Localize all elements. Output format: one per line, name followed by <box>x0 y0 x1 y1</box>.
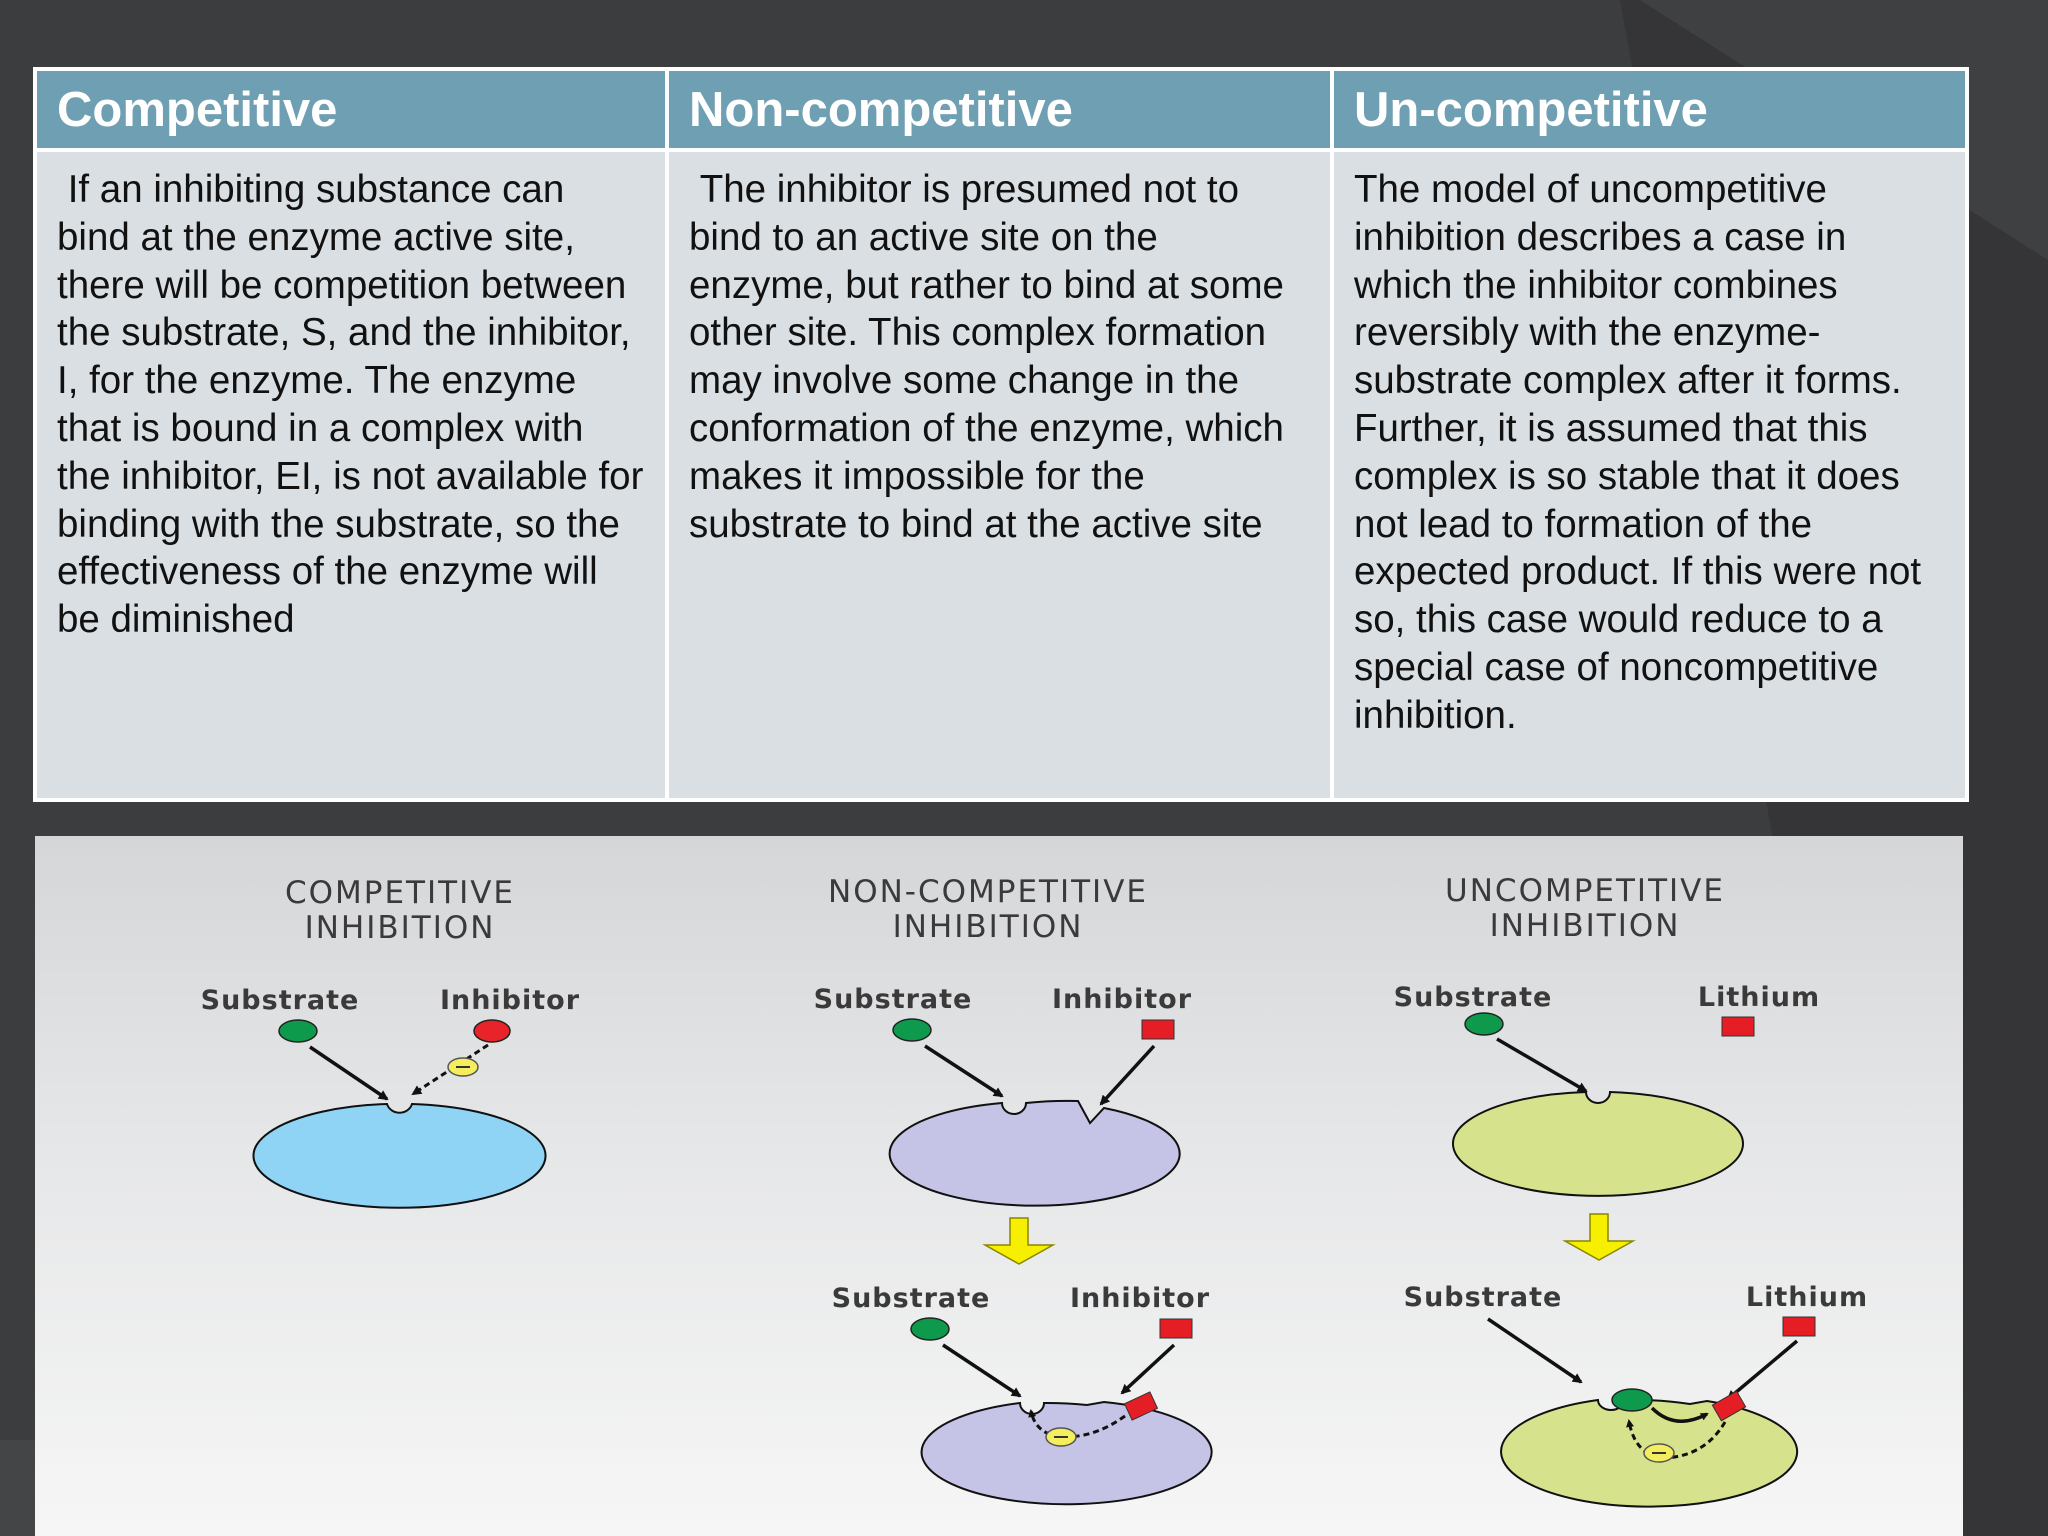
inhibition-comparison-table <box>33 67 1969 802</box>
uncompetitive-title-line1: UNCOMPETITIVE <box>1445 873 1725 909</box>
uncompetitive-inhibition-panel <box>1394 873 1868 1507</box>
noncompetitive-inhibitor-arrow-top <box>1101 1046 1154 1104</box>
competitive-substrate-label: Substrate <box>200 985 360 1016</box>
noncompetitive-inhibitor-molecule-bottom <box>1160 1319 1192 1338</box>
noncompetitive-inhibitor-molecule-top <box>1142 1020 1174 1039</box>
noncompetitive-enzyme-top <box>890 1101 1180 1206</box>
noncompetitive-enzyme-bottom <box>922 1402 1212 1504</box>
noncompetitive-substrate-label-bottom: Substrate <box>831 1283 991 1314</box>
competitive-inhibitor-molecule <box>474 1020 510 1042</box>
noncompetitive-substrate-molecule-bottom <box>911 1318 949 1340</box>
uncompetitive-bound-substrate <box>1612 1389 1652 1411</box>
uncompetitive-lithium-label-top: Lithium <box>1697 982 1821 1013</box>
table-row <box>35 150 1967 800</box>
uncompetitive-title-line2: INHIBITION <box>1489 908 1681 944</box>
competitive-substrate-molecule <box>279 1020 317 1042</box>
uncompetitive-substrate-arrow-bottom <box>1488 1319 1581 1382</box>
noncompetitive-title-line2: INHIBITION <box>892 909 1084 945</box>
inhibition-diagram-svg <box>35 836 1963 1536</box>
uncompetitive-substrate-arrow-top <box>1497 1039 1586 1091</box>
noncompetitive-inhibitor-label-top: Inhibitor <box>1051 984 1193 1015</box>
inhibition-diagram <box>35 836 1963 1536</box>
noncompetitive-substrate-arrow-bottom <box>943 1345 1020 1396</box>
uncompetitive-lithium-arrow-bottom <box>1728 1341 1797 1399</box>
noncompetitive-substrate-arrow-top <box>925 1046 1002 1096</box>
uncompetitive-substrate-label-bottom: Substrate <box>1403 1282 1563 1313</box>
description-un-competitive: The model of uncompetitive inhibition describes a case in which the inhibitor combines reversibly with the enzyme-substrate complex after it forms. Further, it is assumed that this complex is so stable that it does not lead to formation of the expected product. If this were not so, this case would reduce to a special case of noncompetitive inhibition. <box>1332 150 1967 800</box>
competitive-title-line1: COMPETITIVE <box>284 875 516 911</box>
noncompetitive-substrate-molecule-top <box>893 1019 931 1041</box>
noncompetitive-inhibition-panel <box>814 874 1212 1504</box>
competitive-enzyme <box>254 1104 546 1208</box>
header-competitive: Competitive <box>35 69 667 150</box>
down-arrow-icon <box>1565 1214 1633 1260</box>
header-un-competitive: Un-competitive <box>1332 69 1967 150</box>
competitive-inhibition-panel <box>201 875 580 1208</box>
competitive-inhibitor-label: Inhibitor <box>439 985 581 1016</box>
competitive-title-line2: INHIBITION <box>304 910 496 946</box>
uncompetitive-substrate-molecule-top <box>1465 1013 1503 1035</box>
uncompetitive-lithium-molecule-top <box>1722 1017 1754 1036</box>
description-non-competitive: The inhibitor is presumed not to bind to an active site on the enzyme, but rather to bind at some other site. This complex formation may involve some change in the conformation of the enzyme, which makes it impossible for the substrate to bind at the active site <box>667 150 1332 800</box>
table-header-row <box>35 69 1967 150</box>
noncompetitive-inhibitor-label-bottom: Inhibitor <box>1069 1283 1211 1314</box>
header-non-competitive: Non-competitive <box>667 69 1332 150</box>
uncompetitive-lithium-molecule-bottom <box>1783 1317 1815 1336</box>
uncompetitive-substrate-label-top: Substrate <box>1393 982 1553 1013</box>
uncompetitive-lithium-label-bottom: Lithium <box>1745 1282 1869 1313</box>
competitive-substrate-arrow <box>310 1047 387 1099</box>
down-arrow-icon <box>985 1218 1053 1264</box>
noncompetitive-inhibitor-arrow-bottom <box>1122 1345 1174 1393</box>
noncompetitive-substrate-label-top: Substrate <box>813 984 973 1015</box>
uncompetitive-enzyme-top <box>1453 1092 1743 1196</box>
description-competitive: If an inhibiting substance can bind at the enzyme active site, there will be competition between the substrate, S, and the inhibitor, I, for the enzyme. The enzyme that is bound in a complex with the inhibitor, EI, is not available for binding with the substrate, so the effectiveness of the enzyme will be diminished <box>35 150 667 800</box>
noncompetitive-title-line1: NON-COMPETITIVE <box>828 874 1148 910</box>
